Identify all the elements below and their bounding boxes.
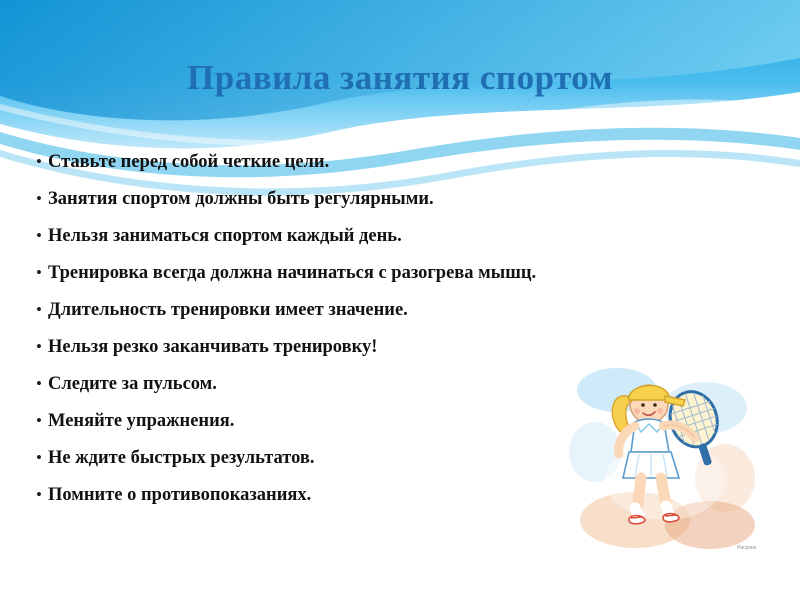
list-item xyxy=(30,187,590,211)
girl-playing-tennis-illustration xyxy=(565,360,760,552)
list-item-label: Помните о противопоказаниях. xyxy=(48,485,312,505)
list-item xyxy=(30,298,590,322)
list-item-label: Тренировка всегда должна начинаться с разогрева мышц. xyxy=(48,263,537,283)
list-item-label: Занятия спортом должны быть регулярными. xyxy=(48,189,434,209)
list-item-label: Нельзя резко заканчивать тренировку! xyxy=(48,337,378,357)
list-item xyxy=(30,446,590,470)
list-item-label: Ставьте перед собой четкие цели. xyxy=(48,152,330,172)
bullet-icon: • xyxy=(36,226,42,245)
list-item-label: Следите за пульсом. xyxy=(48,374,217,394)
list-item xyxy=(30,224,590,248)
list-item xyxy=(30,150,590,174)
list-item xyxy=(30,409,590,433)
bullet-icon: • xyxy=(36,448,42,467)
bullet-list xyxy=(30,150,590,520)
list-item-label: Меняйте упражнения. xyxy=(48,411,235,431)
list-item xyxy=(30,483,590,507)
list-item-label: Не ждите быстрых результатов. xyxy=(48,448,315,468)
page-title: Правила занятия спортом xyxy=(187,58,613,97)
list-item-label: Нельзя заниматься спортом каждый день. xyxy=(48,226,402,246)
list-item xyxy=(30,261,590,285)
bullet-icon: • xyxy=(36,263,42,282)
bullet-icon: • xyxy=(36,337,42,356)
bullet-icon: • xyxy=(36,152,42,171)
bullet-icon: • xyxy=(36,300,42,319)
bullet-icon: • xyxy=(36,189,42,208)
bullet-icon: • xyxy=(36,411,42,430)
list-item xyxy=(30,372,590,396)
list-item-label: Длительность тренировки имеет значение. xyxy=(48,300,408,320)
list-item xyxy=(30,335,590,359)
illustration-caption: Рисунок xyxy=(737,545,756,551)
bullet-icon: • xyxy=(36,485,42,504)
bullet-icon: • xyxy=(36,374,42,393)
